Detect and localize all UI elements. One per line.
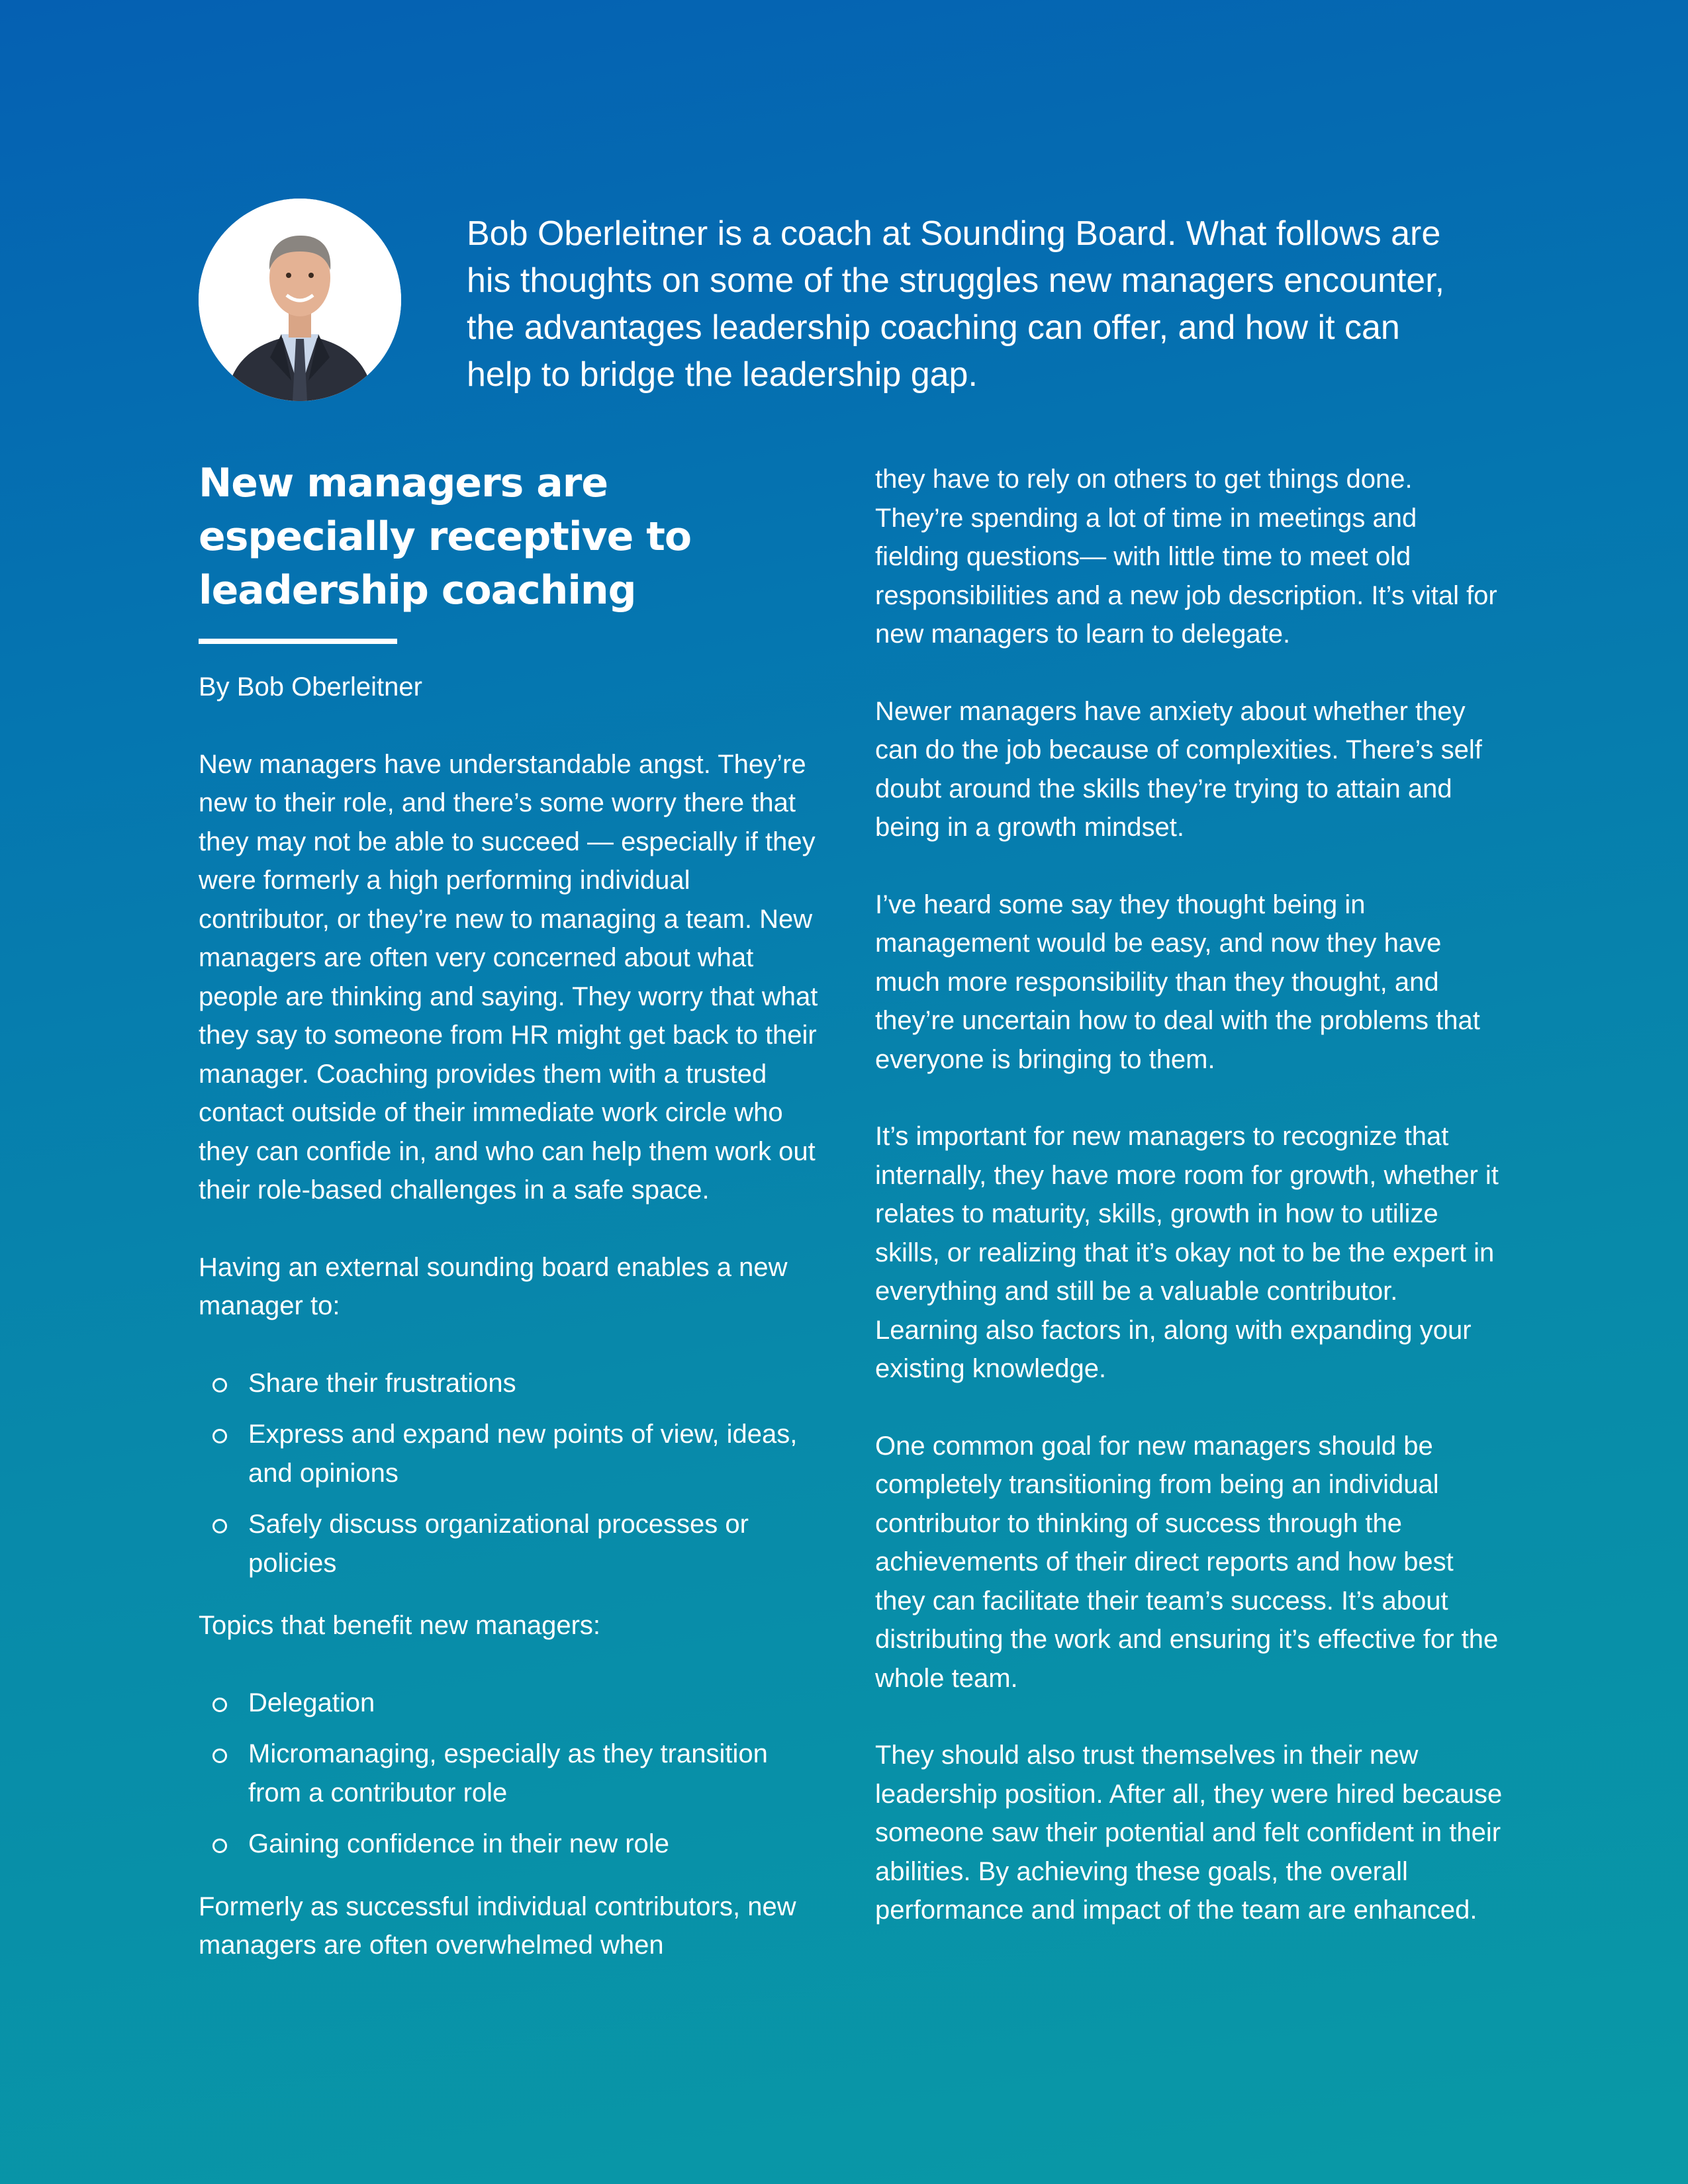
hollow-circle-bullet-icon [212,1698,227,1712]
byline: By Bob Oberleitner [199,672,422,702]
body-paragraph: Formerly as successful individual contributors, new managers are often overwhelmed when [199,1891,796,1960]
left-column [199,457,821,1965]
hollow-circle-bullet-icon [212,1429,227,1443]
bullet-list [199,1364,821,1583]
body-paragraph: New managers have understandable angst. They’re new to their role, and there’s some worry there that they may not be able to succeed — especially if they were formerly a high performing individual contributor, or they’re new to managing a team. New managers are often very concerned about what people are thinking and saying. They worry that what they say to someone from HR might get back to their manager. Coaching provides them with a trusted contact outside of their immediate work circle who they can confide in, and who can help them work out their role-based challenges in a safe space. [199,749,818,1205]
list-item [199,1735,821,1812]
list-item [199,1684,821,1723]
portrait-illustration [199,199,401,401]
body-paragraph: It’s important for new managers to recognize that internally, they have more room for growth, whether it relates to maturity, skills, growth in how to utilize skills, or realizing that it’s okay not to be the expert in everything and still be a valuable contributor. Learning also factors in, along with expanding your existing knowledge. [875,1122,1499,1383]
hollow-circle-bullet-icon [212,1839,227,1853]
bullet-list [199,1684,821,1864]
hollow-circle-bullet-icon [212,1378,227,1392]
hollow-circle-bullet-icon [212,1519,227,1533]
body-paragraph: Topics that benefit new managers: [199,1611,601,1640]
body-paragraph: Having an external sounding board enables a new manager to: [199,1252,788,1320]
author-portrait [199,199,401,401]
list-item [199,1825,821,1864]
body-paragraph: They should also trust themselves in their new leadership position. After all, they were hired because someone saw their potential and felt confident in their abilities. By achieving these goals, the overall performance and impact of the team are enhanced. [875,1741,1503,1925]
list-item [199,1505,821,1582]
hollow-circle-bullet-icon [212,1749,227,1763]
list-item-text: Delegation [248,1688,375,1717]
list-item-text: Gaining confidence in their new role [248,1829,669,1858]
body-paragraph: Newer managers have anxiety about whether they can do the job because of complexities. There’s self doubt around the skills they’re trying to attain and being in a growth mindset. [875,696,1482,842]
intro-paragraph: Bob Oberleitner is a coach at Sounding Board. What follows are his thoughts on some of the struggles new managers encounter, the advantages leadership coaching can offer, and how it can help to bridge the leadership gap. [467,214,1445,394]
body-paragraph: One common goal for new managers should be completely transitioning from being an individual contributor to thinking of success through the achievements of their direct reports and how best they can facilitate their team’s success. It’s about distributing the work and ensuring it’s effective for the whole team. [875,1431,1499,1693]
body-paragraph: I’ve heard some say they thought being in management would be easy, and now they have much more responsibility than they thought, and they’re uncertain how to deal with the problems that everyone is bringing to them. [875,889,1480,1074]
right-column [875,460,1504,1930]
headline-divider [199,639,397,644]
list-item [199,1415,821,1492]
list-item-text: Micromanaging, especially as they transition from a contributor role [248,1739,768,1807]
list-item-text: Safely discuss organizational processes or policies [248,1510,749,1578]
list-item [199,1364,821,1403]
list-item-text: Express and expand new points of view, ideas, and opinions [248,1420,798,1488]
list-item-text: Share their frustrations [248,1368,516,1398]
article-headline: New managers are especially receptive to leadership coaching [199,460,692,614]
body-paragraph: they have to rely on others to get things done. They’re spending a lot of time in meetings and fielding questions— with little time to meet old responsibilities and a new job description. It’s vital for new managers to learn to delegate. [875,465,1497,649]
